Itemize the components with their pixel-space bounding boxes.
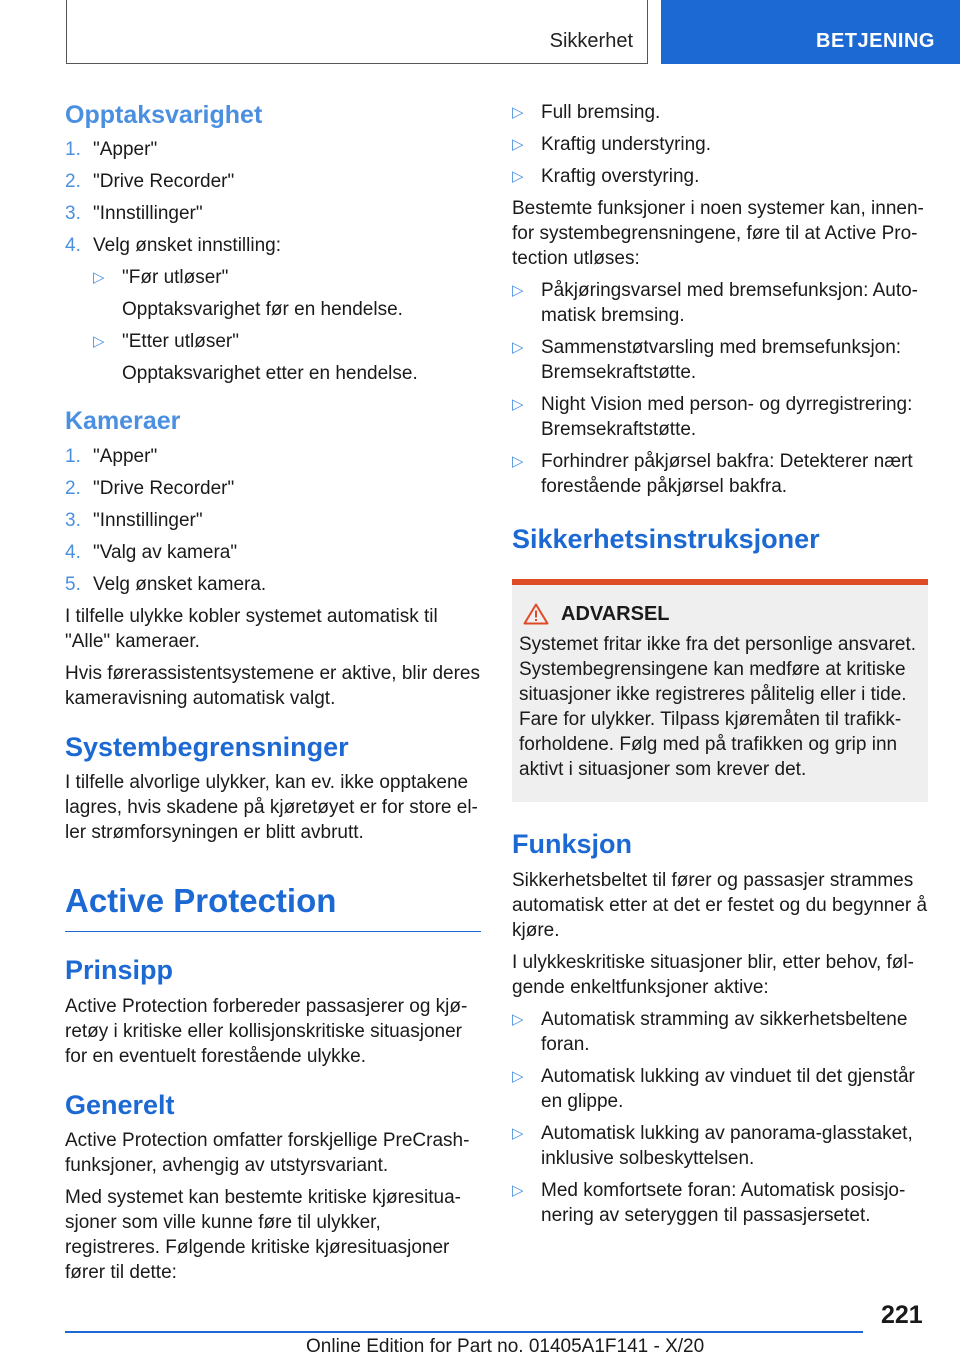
triangle-right-icon: ▷ <box>512 282 524 299</box>
active-functions-list <box>512 1007 928 1228</box>
list-item <box>512 1121 928 1171</box>
triangle-right-icon: ▷ <box>512 136 524 153</box>
triangle-right-icon: ▷ <box>512 339 524 356</box>
step-number: 3. <box>65 509 81 531</box>
step-text: Velg ønsket kamera. <box>93 573 267 595</box>
list-item <box>65 444 481 469</box>
triangle-right-icon: ▷ <box>93 269 105 287</box>
list-item <box>512 1064 928 1114</box>
opptak-sub-list <box>93 265 481 386</box>
step-text: "Drive Recorder" <box>93 171 235 193</box>
list-item <box>65 476 481 501</box>
functions-intro-paragraph: Bestemte funksjoner i noen systemer kan, innen-for systembegrensningene, føre til at Active Pro-tection utløses: <box>512 198 924 269</box>
step-number: 4. <box>65 235 81 257</box>
header-chapter-tab <box>661 0 960 64</box>
header-section-box <box>66 0 648 64</box>
step-number: 1. <box>65 445 81 467</box>
list-item-text: Automatisk lukking av vinduet til det gjenstår en glippe. <box>541 1065 915 1112</box>
list-item <box>65 137 481 162</box>
heading-sikkerhetsinstruksjoner: Sikkerhetsinstruksjoner <box>512 524 820 554</box>
triangle-right-icon: ▷ <box>512 396 524 413</box>
list-item-text: Night Vision med person- og dyrregistrering: Bremsekraftstøtte. <box>541 394 913 440</box>
sub-item-desc: Opptaksvarighet etter en hendelse. <box>122 363 418 385</box>
header-section-title: Sikkerhet <box>549 30 633 52</box>
warning-title: ADVARSEL <box>561 602 670 625</box>
opptak-steps-list <box>65 137 481 386</box>
systembegrensninger-paragraph: I tilfelle alvorlige ulykker, kan ev. ikke opptakene lagres, hvis skadene på kjøretøyet er for store el-ler strømforsyningen er blitt avbrutt. <box>65 772 478 844</box>
generelt-paragraph-1: Active Protection omfatter forskjellige PreCrash-funksjoner, avhengig av utstyrsvariant. <box>65 1130 470 1177</box>
list-item <box>512 278 928 328</box>
list-item <box>65 508 481 533</box>
list-item <box>65 572 481 597</box>
step-text: "Valg av kamera" <box>93 541 238 563</box>
header-chapter-title: BETJENING <box>816 30 935 52</box>
triangle-right-icon: ▷ <box>512 104 524 121</box>
heading-prinsipp: Prinsipp <box>65 954 174 985</box>
prinsipp-paragraph: Active Protection forbereder passasjerer og kjø-retøy i kritiske eller kollisjonskritiske situasjoner for en eventuelt forestående ulykke. <box>65 995 468 1067</box>
list-item-text: Automatisk lukking av panorama-glasstaket, inklusive solbeskyttelsen. <box>541 1122 913 1169</box>
step-number: 2. <box>65 477 81 499</box>
triangle-right-icon: ▷ <box>512 1124 524 1142</box>
list-item <box>65 169 481 194</box>
step-text: "Apper" <box>93 445 158 467</box>
generelt-paragraph-2: Med systemet kan bestemte kritiske kjøresitua-sjoner som ville kunne føre til ulykker, registreres. Følgende kritiske kjøresituasjoner fører til dette: <box>65 1187 461 1284</box>
heading-opptaksvarighet: Opptaksvarighet <box>65 101 263 129</box>
left-column <box>65 100 481 1292</box>
right-column <box>512 100 928 1235</box>
warning-text: Systemet fritar ikke fra det personlige ansvaret. Systembegrensingene kan medføre at kritiske situasjoner ikke registreres pålitelig eller i tide. Fare for ulykker. Tilpass kjøremåten til trafikk-forholdene. Følg med på trafikken og grip inn aktivt i situasjoner som krever det. <box>519 633 917 780</box>
footer-edition: Online Edition for Part no. 01405A1F141 - X/20 <box>306 1336 705 1357</box>
list-item-text: Automatisk stramming av sikkerhetsbeltene foran. <box>541 1008 908 1055</box>
trigger-functions-list <box>512 278 928 499</box>
list-item <box>65 540 481 565</box>
list-item <box>93 329 481 386</box>
warning-header <box>519 603 921 626</box>
step-text: "Apper" <box>93 139 158 161</box>
list-item <box>512 335 928 385</box>
heading-kameraer: Kameraer <box>65 407 181 436</box>
list-item <box>65 233 481 386</box>
step-number: 2. <box>65 171 81 193</box>
list-item <box>512 449 928 499</box>
triangle-right-icon: ▷ <box>512 453 524 470</box>
triangle-right-icon: ▷ <box>512 1067 524 1085</box>
triangle-right-icon: ▷ <box>93 333 105 351</box>
warning-box <box>512 579 928 802</box>
list-item-text: Kraftig understyring. <box>541 134 712 155</box>
list-item-text: Full bremsing. <box>541 102 661 123</box>
triangle-right-icon: ▷ <box>512 1181 524 1199</box>
list-item <box>65 201 481 226</box>
warning-triangle-icon <box>523 603 549 625</box>
step-number: 3. <box>65 203 81 225</box>
list-item <box>512 392 928 442</box>
list-item <box>512 1007 928 1057</box>
page-number: 221 <box>881 1301 923 1329</box>
sub-item-title: "Etter utløser" <box>122 331 239 353</box>
list-item <box>512 100 928 125</box>
step-number: 5. <box>65 573 81 595</box>
sub-item-title: "Før utløser" <box>122 267 229 289</box>
step-text: "Innstillinger" <box>93 509 203 531</box>
triangle-right-icon: ▷ <box>512 168 524 185</box>
list-item <box>512 132 928 157</box>
heading-funksjon: Funksjon <box>512 828 632 859</box>
list-item-text: Påkjøringsvarsel med bremsefunksjon: Auto-matisk bremsing. <box>541 280 918 326</box>
situations-list <box>512 100 928 189</box>
kamera-paragraph-2: Hvis førerassistentsystemene er aktive, blir deres kameravisning automatisk valgt. <box>65 662 480 709</box>
list-item-text: Sammenstøtvarsling med bremsefunksjon: Bremsekraftstøtte. <box>541 337 902 383</box>
sub-item-desc: Opptaksvarighet før en hendelse. <box>122 299 403 321</box>
list-item <box>512 1178 928 1228</box>
step-number: 1. <box>65 139 81 161</box>
heading-systembegrensninger: Systembegrensninger <box>65 731 349 762</box>
heading-generelt: Generelt <box>65 1089 175 1120</box>
list-item <box>512 164 928 189</box>
list-item-text: Kraftig overstyring. <box>541 166 700 187</box>
footer-divider <box>65 1331 863 1333</box>
list-item-text: Forhindrer påkjørsel bakfra: Detekterer nært forestående påkjørsel bakfra. <box>541 451 913 497</box>
step-text: "Drive Recorder" <box>93 477 235 499</box>
step-text: "Innstillinger" <box>93 203 203 225</box>
step-number: 4. <box>65 541 81 563</box>
step-text: Velg ønsket innstilling: <box>93 235 281 257</box>
triangle-right-icon: ▷ <box>512 1010 524 1028</box>
kamera-paragraph-1: I tilfelle ulykke kobler systemet automatisk til "Alle" kameraer. <box>65 605 438 652</box>
kamera-steps-list <box>65 444 481 597</box>
list-item <box>93 265 481 322</box>
funksjon-paragraph-2: I ulykkeskritiske situasjoner blir, etter behov, føl-gende enkeltfunksjoner aktive: <box>512 951 914 998</box>
heading-active-protection: Active Protection <box>65 881 481 932</box>
list-item-text: Med komfortsete foran: Automatisk posisjo-nering av seteryggen til passasjersetet. <box>541 1179 906 1226</box>
funksjon-paragraph-1: Sikkerhetsbeltet til fører og passasjer strammes automatisk etter at det er festet og du begynner å kjøre. <box>512 869 928 941</box>
